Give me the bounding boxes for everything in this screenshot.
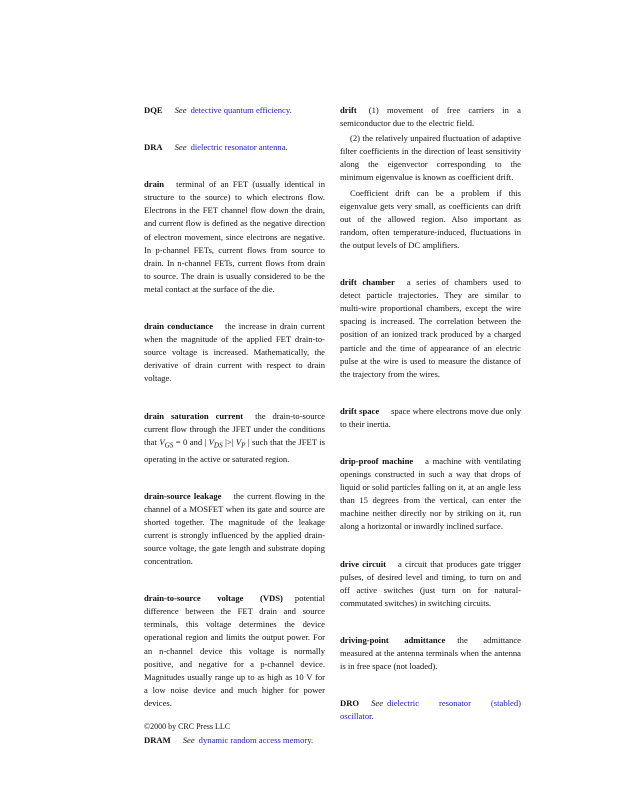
definition: a series of chambers used to detect particle trajectories. They are similar to multi-wire proportional chambers, except the wire spacing is increased. The correlation between the position of an ionized track produced by a charged particle and the time of appearance of an electric pulse at the wire is used to measure the distance of the trajectory from the wires.	[340, 277, 522, 379]
definition-paragraph: (2) the relatively unpaired fluctuation of adaptive filter coefficients in the direction of least sensitivity along the eigenvector corresponding to the minimum eigenvalue is known as coefficient drift.	[340, 133, 521, 183]
term: drain conductance	[144, 321, 214, 332]
definition: a circuit that produces gate trigger pulses, of desired level and timing, to turn on and off active switches (just turn on for natural-commutated switches) in switching circuits.	[340, 558, 521, 608]
term: drain	[144, 179, 165, 190]
term: drive circuit	[340, 558, 387, 569]
cross-reference-link[interactable]: dynamic random access memory.	[198, 735, 314, 745]
definition: | such that the JFET is operating in the active or saturated region.	[144, 436, 325, 464]
entry-drift-space	[340, 405, 521, 431]
entry-drain-saturation-current	[144, 410, 325, 466]
equation-part: |>|	[225, 436, 234, 447]
term: drain-source leakage	[144, 490, 222, 501]
entry-driving-point-admittance	[340, 634, 521, 673]
term: driving-point admittance	[340, 634, 446, 645]
vp-subscript: P	[241, 441, 246, 450]
definition: the drain-to-source current flow through the JFET under the conditions that	[144, 410, 325, 447]
vgs-subscript: GS	[164, 441, 174, 450]
entry-dram	[144, 734, 325, 747]
vp-symbol: V	[235, 436, 242, 447]
cross-reference-link[interactable]: detective quantum efficiency.	[190, 105, 292, 115]
see-label: See	[174, 105, 187, 115]
vds-subscript: DS	[213, 441, 223, 450]
term: DRA	[144, 142, 163, 153]
vds-symbol: V	[208, 436, 214, 447]
equation-part: = 0 and |	[175, 436, 207, 447]
term: drift space	[340, 405, 380, 416]
entry-dro	[340, 697, 521, 723]
see-label: See	[371, 698, 384, 709]
cross-reference-link[interactable]: dielectric resonator antenna.	[190, 142, 288, 153]
entry-drive-circuit	[340, 558, 521, 610]
cross-reference-link[interactable]: dielectric resonator (stabled) oscillator.	[340, 698, 521, 722]
term: drift chamber	[340, 277, 395, 288]
entry-drift	[340, 104, 521, 252]
entry-drift-chamber	[340, 276, 521, 381]
definition: the admittance measured at the antenna terminals when the antenna is in free space (not loaded).	[340, 634, 521, 672]
entry-dra	[144, 141, 325, 154]
definition: (1) movement of free carriers in a semiconductor due to the electric field.	[340, 105, 521, 129]
term: DRO	[340, 698, 360, 709]
entry-drain	[144, 178, 325, 296]
definition: potential difference between the FET drain and source terminals, this voltage determines the device operational region and limits the output power. For an n-channel device this voltage is normally positive, and negative for a p-channel device. Magnitudes usually range up to as high as 10 V for a low noise device and much higher for power devices.	[144, 593, 325, 708]
term: drip-proof machine	[340, 455, 414, 466]
copyright-footer: ©2000 by CRC Press LLC	[144, 722, 231, 731]
term: drain-to-source voltage (VDS)	[144, 593, 283, 604]
definition: terminal of an FET (usually identical in structure to the source) to which electrons flow. Electrons in the FET channel flow down the drain, and current flow is defined as the negative direction of electron movement, since electrons are negative. In p-channel FETs, current flows from source to drain. In n-channel FETs, current flows from drain to source. The drain is usually considered to be the metal contact at the surface of the die.	[144, 179, 325, 294]
right-column	[340, 104, 521, 747]
see-label: See	[182, 735, 195, 745]
term: drain saturation current	[144, 410, 244, 421]
term: DRAM	[144, 735, 171, 745]
definition: space where electrons move due only to their inertia.	[340, 405, 521, 429]
vgs-symbol: V	[159, 436, 165, 447]
left-column	[144, 104, 325, 771]
definition: a machine with ventilating openings constructed in such a way that drops of liquid or solid particles falling on it, at an angle less than 15 degrees from the vertical, can enter the machine neither directly nor by striking on it, run along a horizontal or inwardly inclined surface.	[340, 455, 521, 532]
term: DQE	[144, 105, 163, 115]
entry-drain-to-source-voltage	[144, 592, 325, 710]
entry-dqe	[144, 104, 325, 117]
entry-drain-conductance	[144, 320, 325, 385]
definition-paragraph: Coefficient drift can be a problem if this eigenvalue gets very small, as coefficients can drift out of the allowed region. Also important as random, often temperature-induced, fluctuations in the output levels of DC amplifiers.	[340, 187, 521, 250]
entry-drain-source-leakage	[144, 490, 325, 569]
entry-drip-proof-machine	[340, 455, 521, 534]
see-label: See	[174, 142, 187, 153]
definition: the increase in drain current when the magnitude of the applied FET drain-to-source voltage is increased. Mathematically, the derivative of drain current with respect to drain voltage.	[144, 321, 325, 384]
definition: the current flowing in the channel of a MOSFET when its gate and source are shorted together. The magnitude of the leakage current is strongly influenced by the applied drain-source voltage, the gate length and substrate doping concentration.	[144, 490, 325, 567]
term: drift	[340, 105, 357, 115]
